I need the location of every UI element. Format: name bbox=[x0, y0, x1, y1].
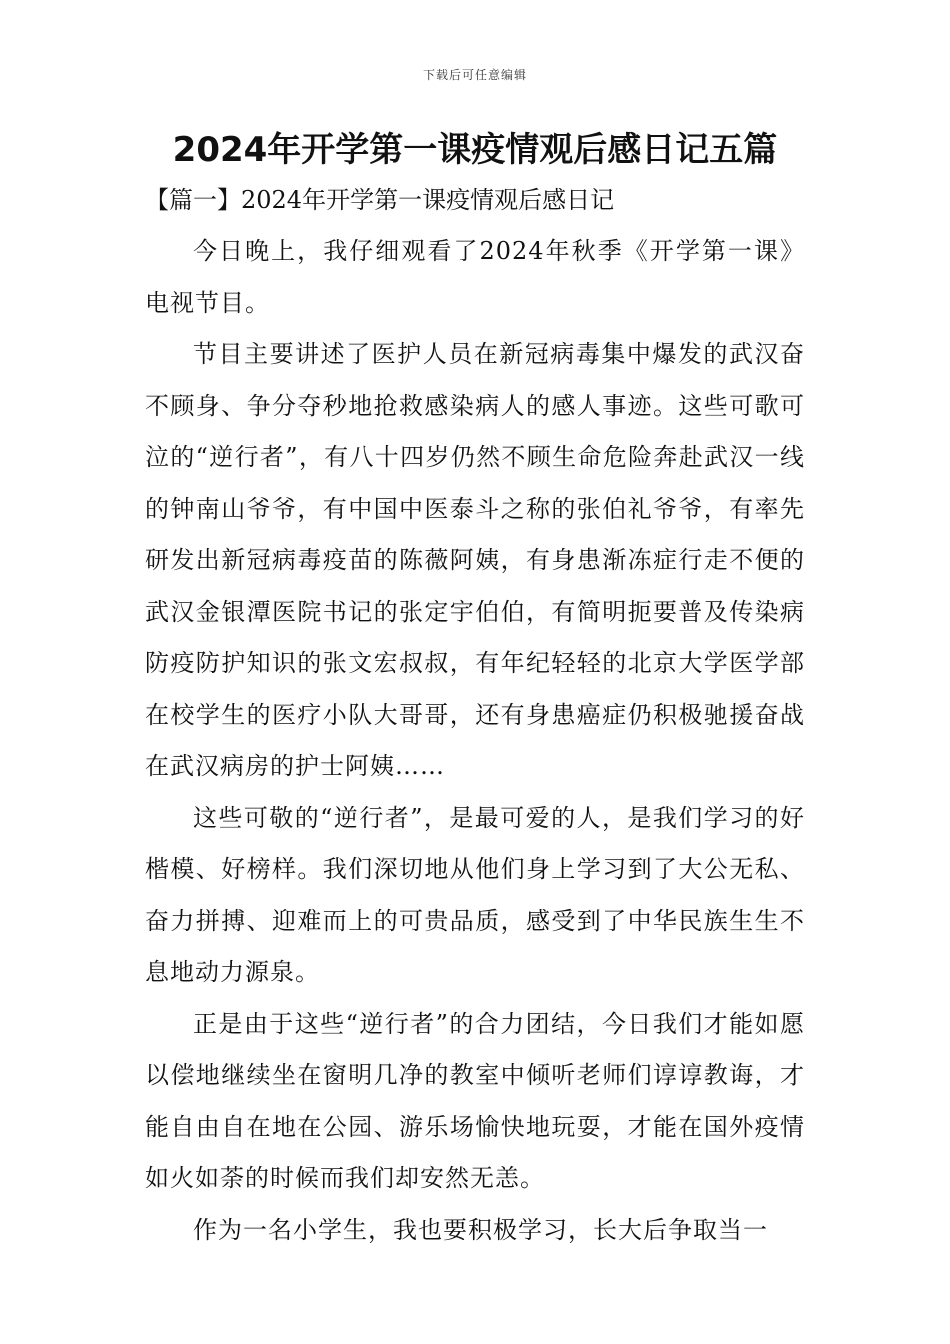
document-title: 2024年开学第一课疫情观后感日记五篇 bbox=[172, 130, 778, 170]
section-heading: 【篇一】2024年开学第一课疫情观后感日记 bbox=[145, 186, 615, 214]
paragraph: 这些可敬的“逆行者”，是最可爱的人，是我们学习的好楷模、好榜样。我们深切地从他们身上学习到了大公无私、奋力拼搏、迎难而上的可贵品质，感受到了中华民族生生不息地动力源泉。 bbox=[145, 803, 805, 986]
paragraph: 今日晚上，我仔细观看了2024年秋季《开学第一课》电视节目。 bbox=[145, 237, 805, 317]
paragraph: 作为一名小学生，我也要积极学习，长大后争取当一 bbox=[193, 1215, 768, 1244]
document-body bbox=[145, 226, 805, 1256]
paragraph: 正是由于这些“逆行者”的合力团结，今日我们才能如愿以偿地继续坐在窗明几净的教室中倾听老师们谆谆教诲，才能自由自在地在公园、游乐场愉快地玩耍，才能在国外疫情如火如荼的时候而我们却安然无恙。 bbox=[145, 1009, 805, 1192]
paragraph: 节目主要讲述了医护人员在新冠病毒集中爆发的武汉奋不顾身、争分夺秒地抢救感染病人的感人事迹。这些可歌可泣的“逆行者”，有八十四岁仍然不顾生命危险奔赴武汉一线的钟南山爷爷，有中国中医泰斗之称的张伯礼爷爷，有率先研发出新冠病毒疫苗的陈薇阿姨，有身患渐冻症行走不便的武汉金银潭医院书记的张定宇伯伯，有简明扼要普及传染病防疫防护知识的张文宏叔叔，有年纪轻轻的北京大学医学部在校学生的医疗小队大哥哥，还有身患癌症仍积极驰援奋战在武汉病房的护士阿姨…… bbox=[145, 340, 805, 780]
header-note: 下载后可任意编辑 bbox=[422, 68, 527, 82]
